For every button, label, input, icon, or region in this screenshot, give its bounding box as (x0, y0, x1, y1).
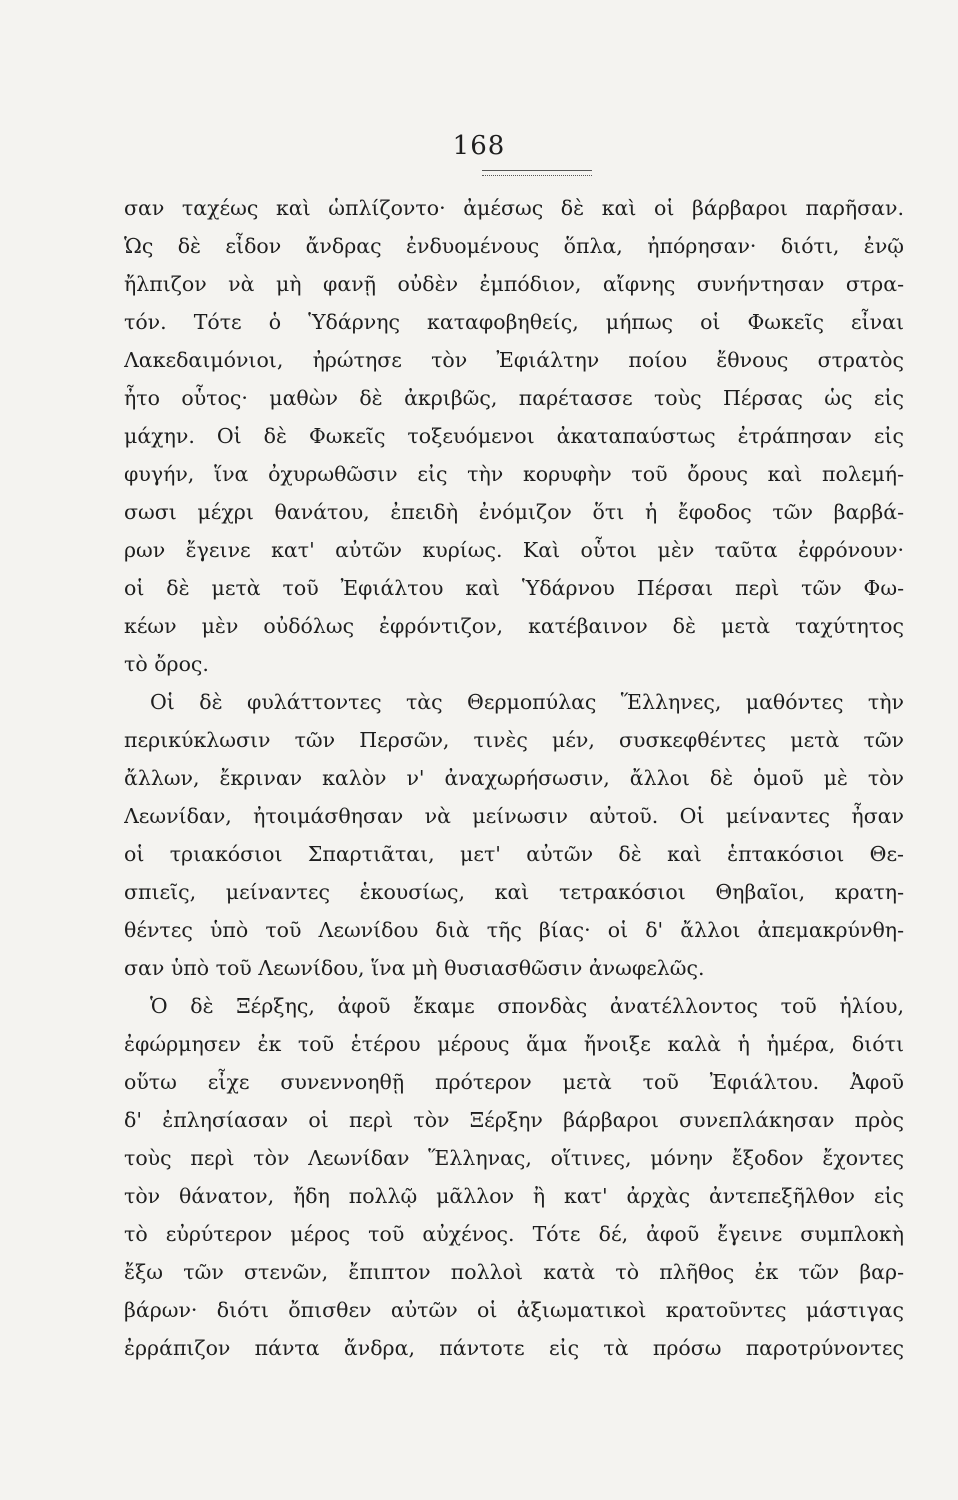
text-line: οὕτω εἶχε συνεννοηθῇ πρότερον μετὰ τοῦ Ἐφιάλτου. Ἀφοῦ (124, 1070, 904, 1094)
text-line: τόν. Τότε ὁ Ὑδάρνης καταφοβηθείς, μήπως οἱ Φωκεῖς εἶναι (124, 310, 904, 334)
text-line: τὸ εὐρύτερον μέρος τοῦ αὐχένος. Τότε δέ, ἀφοῦ ἔγεινε συμπλοκὴ (124, 1222, 904, 1246)
text-line: τοὺς περὶ τὸν Λεωνίδαν Ἕλληνας, οἵτινες, μόνην ἔξοδον ἔχοντες (124, 1146, 904, 1170)
text-line: ἦτο οὗτος· μαθὼν δὲ ἀκριβῶς, παρέτασσε τοὺς Πέρσας ὡς εἰς (124, 386, 904, 410)
page-number-rule (482, 170, 592, 176)
text-line: σαν ὑπὸ τοῦ Λεωνίδου, ἵνα μὴ θυσιασθῶσιν ἀνωφελῶς. (124, 956, 705, 980)
text-line: ἤλπιζον νὰ μὴ φανῇ οὐδὲν ἐμπόδιον, αἴφνης συνήντησαν στρα- (124, 272, 904, 296)
text-line: ρων ἔγεινε κατ' αὐτῶν κυρίως. Καὶ οὗτοι μὲν ταῦτα ἐφρόνουν· (124, 538, 904, 562)
page-number: 168 (452, 131, 506, 161)
text-line: Ὡς δὲ εἶδον ἄνδρας ἐνδυομένους ὅπλα, ἠπόρησαν· διότι, ἐνῷ (124, 234, 904, 258)
text-line: φυγήν, ἵνα ὀχυρωθῶσιν εἰς τὴν κορυφὴν τοῦ ὄρους καὶ πολεμή- (124, 462, 904, 486)
text-line: θέντες ὑπὸ τοῦ Λεωνίδου διὰ τῆς βίας· οἱ δ' ἄλλοι ἀπεμακρύνθη- (124, 918, 904, 942)
text-line: μάχην. Οἱ δὲ Φωκεῖς τοξευόμενοι ἀκαταπαύστως ἐτράπησαν εἰς (124, 424, 904, 448)
text-line: Λεωνίδαν, ἠτοιμάσθησαν νὰ μείνωσιν αὐτοῦ. Οἱ μείναντες ἦσαν (124, 804, 904, 828)
text-line: Λακεδαιμόνιοι, ἠρώτησε τὸν Ἐφιάλτην ποίου ἔθνους στρατὸς (124, 348, 904, 372)
text-line: οἱ τριακόσιοι Σπαρτιᾶται, μετ' αὐτῶν δὲ καὶ ἑπτακόσιοι Θε- (124, 842, 904, 866)
paragraph-start-line: Οἱ δὲ φυλάττοντες τὰς Θερμοπύλας Ἕλληνες, μαθόντες τὴν (150, 690, 904, 714)
paragraph-start-line: Ὁ δὲ Ξέρξης, ἀφοῦ ἔκαμε σπονδὰς ἀνατέλλοντος τοῦ ἡλίου, (150, 994, 904, 1018)
text-line: σαν ταχέως καὶ ὡπλίζοντο· ἀμέσως δὲ καὶ οἱ βάρβαροι παρῆσαν. (124, 196, 904, 220)
text-line: ἔξω τῶν στενῶν, ἔπιπτον πολλοὶ κατὰ τὸ πλῆθος ἐκ τῶν βαρ- (124, 1260, 904, 1284)
text-line: περικύκλωσιν τῶν Περσῶν, τινὲς μέν, συσκεφθέντες μετὰ τῶν (124, 728, 904, 752)
text-line: τὸ ὄρος. (124, 652, 209, 676)
text-line: σπιεῖς, μείναντες ἑκουσίως, καὶ τετρακόσιοι Θηβαῖοι, κρατη- (124, 880, 904, 904)
text-line: τὸν θάνατον, ἤδη πολλῷ μᾶλλον ἢ κατ' ἀρχὰς ἀντεπεξῆλθον εἰς (124, 1184, 904, 1208)
text-line: ἄλλων, ἔκριναν καλὸν ν' ἀναχωρήσωσιν, ἄλλοι δὲ ὁμοῦ μὲ τὸν (124, 766, 904, 790)
text-line: οἱ δὲ μετὰ τοῦ Ἐφιάλτου καὶ Ὑδάρνου Πέρσαι περὶ τῶν Φω- (124, 576, 904, 600)
text-line: βάρων· διότι ὄπισθεν αὐτῶν οἱ ἀξιωματικοὶ κρατοῦντες μάστιγας (124, 1298, 904, 1322)
text-line: κέων μὲν οὐδόλως ἐφρόντιζον, κατέβαινον δὲ μετὰ ταχύτητος (124, 614, 904, 638)
text-line: δ' ἐπλησίασαν οἱ περὶ τὸν Ξέρξην βάρβαροι συνεπλάκησαν πρὸς (124, 1108, 904, 1132)
text-line: σωσι μέχρι θανάτου, ἐπειδὴ ἐνόμιζον ὅτι ἡ ἔφοδος τῶν βαρβά- (124, 500, 904, 524)
text-line: ἐφώρμησεν ἐκ τοῦ ἑτέρου μέρους ἅμα ἤνοιξε καλὰ ἡ ἡμέρα, διότι (124, 1032, 904, 1056)
text-line: ἐρράπιζον πάντα ἄνδρα, πάντοτε εἰς τὰ πρόσω παροτρύνοντες (124, 1336, 904, 1360)
